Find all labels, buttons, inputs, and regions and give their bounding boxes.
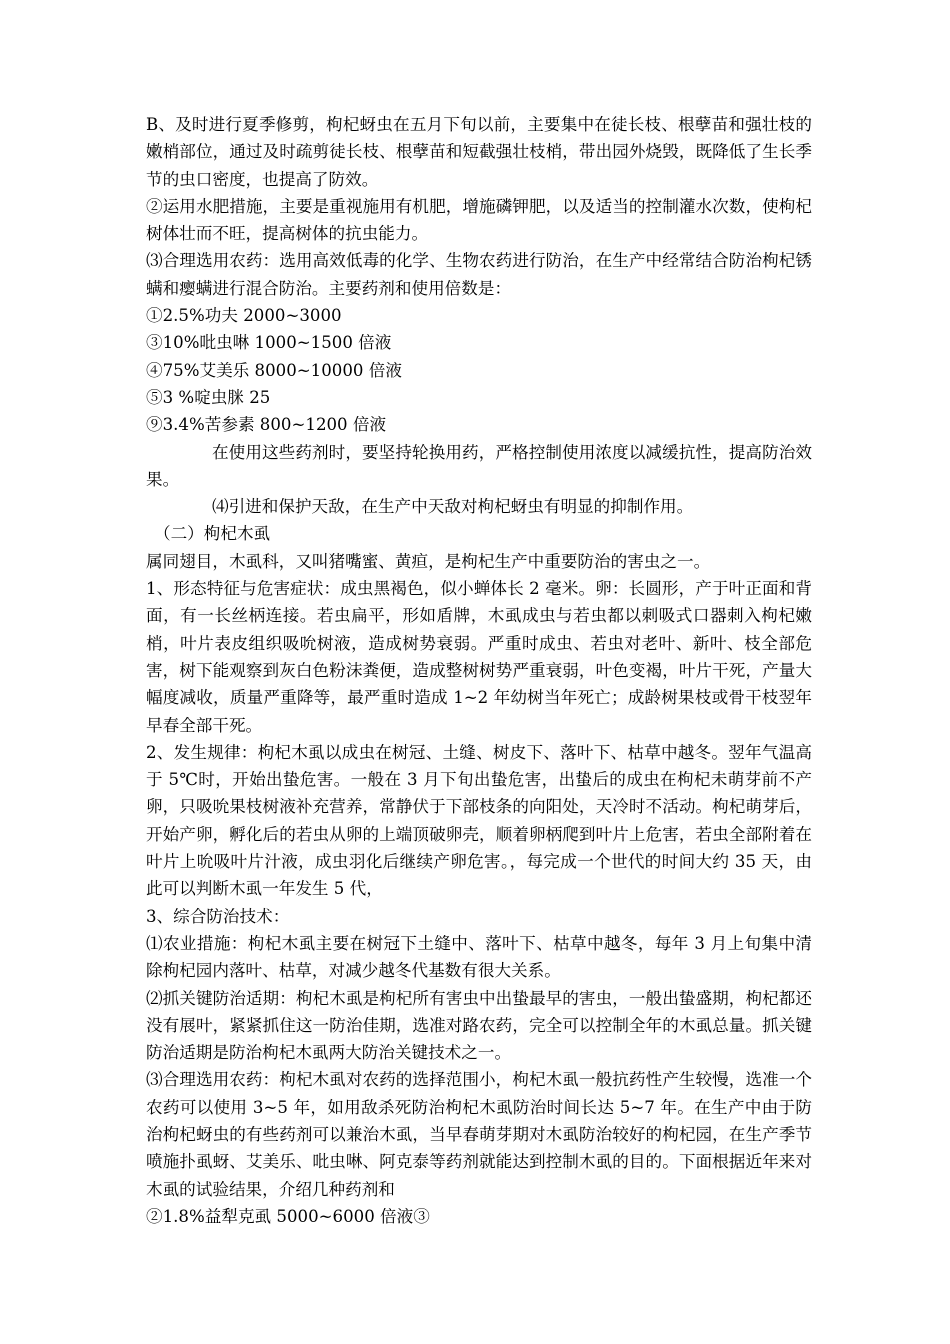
section-heading-psyllid: （二）枸杞木虱 <box>154 524 271 544</box>
paragraph-psyllid-pesticides: ⑶合理选用农药：枸杞木虱对农药的选择范围小，枸杞木虱一般抗药性产生较慢，选准一个农药可以使用 3~5 年，如用敌杀死防治枸杞木虱防治时间长达 5~7 年。在生产中由于防治枸杞蚜虫的有些药剂可以兼治木虱，当早春萌芽期对木虱防治较好的枸杞园，在生产季节喷施扑虱蚜、艾美乐、吡虫啉、阿克泰等药剂就能达到控制木虱的目的。下面根据近年来对木虱的试验结果，介绍几种药剂和 <box>146 1070 812 1199</box>
list-item-pesticide-1: ①2.5%功夫 2000~3000 <box>146 306 342 326</box>
paragraph-water-fertilizer: ②运用水肥措施，主要是重视施用有机肥，增施磷钾肥，以及适当的控制灌水次数，使枸杞树体壮而不旺，提高树体的抗虫能力。 <box>146 196 812 244</box>
list-item-psyllid-pesticide: ②1.8%益犁克虱 5000~6000 倍液③ <box>146 1206 430 1226</box>
paragraph-summer-pruning: B、及时进行夏季修剪，枸杞蚜虫在五月下旬以前，主要集中在徒长枝、根孽苗和强壮枝的嫩梢部位，通过及时疏剪徒长枝、根孽苗和短截强壮枝梢，带出园外烧毁，既降低了生长季节的虫口密度，也提高了防效。 <box>146 115 812 189</box>
paragraph-agricultural-measures: ⑴农业措施：枸杞木虱主要在树冠下土缝中、落叶下、枯草中越冬，每年 3 月上旬集中清除枸杞园内落叶、枯草，对减少越冬代基数有很大关系。 <box>146 933 812 981</box>
paragraph-rotation-note: 在使用这些药剂时，要坚持轮换用药，严格控制使用浓度以减缓抗性，提高防治效果。 <box>146 442 812 489</box>
list-item-pesticide-5: ⑨3.4%苦参素 800~1200 倍液 <box>146 415 387 435</box>
list-item-pesticide-2: ③10%吡虫啉 1000~1500 倍液 <box>146 333 392 353</box>
paragraph-psyllid-intro: 属同翅目，木虱科，又叫猪嘴蜜、黄疸，是枸杞生产中重要防治的害虫之一。 <box>146 551 711 571</box>
list-item-pesticide-4: ⑤3 %啶虫脒 25 <box>146 387 271 407</box>
paragraph-integrated-control-heading: 3、综合防治技术： <box>146 906 290 926</box>
paragraph-occurrence-pattern: 2、发生规律：枸杞木虱以成虫在树冠、土缝、树皮下、落叶下、枯草中越冬。翌年气温高于 5℃时，开始出蛰危害。一般在 3 月下旬出蛰危害，出蛰后的成虫在枸杞未萌芽前不产卵，只吸吮果枝树液补充营养，常静伏于下部枝条的向阳处，天冷时不活动。枸杞萌芽后，开始产卵，孵化后的若虫从卵的上端顶破卵壳，顺着卵柄爬到叶片上危害，若虫全部附着在叶片上吮吸叶片汁液，成虫羽化后继续产卵危害。，每完成一个世代的时间大约 35 天，由此可以判断木虱一年发生 5 代， <box>146 742 812 899</box>
list-item-pesticide-3: ④75%艾美乐 8000~10000 倍液 <box>146 360 402 380</box>
paragraph-pesticide-selection: ⑶合理选用农药：选用高效低毒的化学、生物农药进行防治，在生产中经常结合防治枸杞锈螨和瘿螨进行混合防治。主要药剂和使用倍数是： <box>146 251 812 298</box>
document-page <box>146 111 812 1230</box>
paragraph-key-control-period: ⑵抓关键防治适期：枸杞木虱是枸杞所有害虫中出蛰最早的害虫，一般出蛰盛期，枸杞都还没有展叶，紧紧抓住这一防治佳期，选准对路农药，完全可以控制全年的木虱总量。抓关键防治适期是防治枸杞木虱两大防治关键技术之一。 <box>146 988 812 1063</box>
paragraph-natural-enemies: ⑷引进和保护天敌，在生产中天敌对枸杞蚜虫有明显的抑制作用。 <box>212 497 694 517</box>
paragraph-morphology: 1、形态特征与危害症状：成虫黑褐色，似小蝉体长 2 毫米。卵：长圆形，产于叶正面和背面，有一长丝柄连接。若虫扁平，形如盾牌，木虱成虫与若虫都以刺吸式口器刺入枸杞嫩梢，叶片表皮组织吸吮树液，造成树势衰弱。严重时成虫、若虫对老叶、新叶、枝全部危害，树下能观察到灰白色粉沫粪便，造成整树树势严重衰弱，叶色变褐，叶片干死，产量大幅度减收，质量严重降等，最严重时造成 1~2 年幼树当年死亡；成龄树果枝或骨干枝翌年早春全部干死。 <box>146 579 812 735</box>
